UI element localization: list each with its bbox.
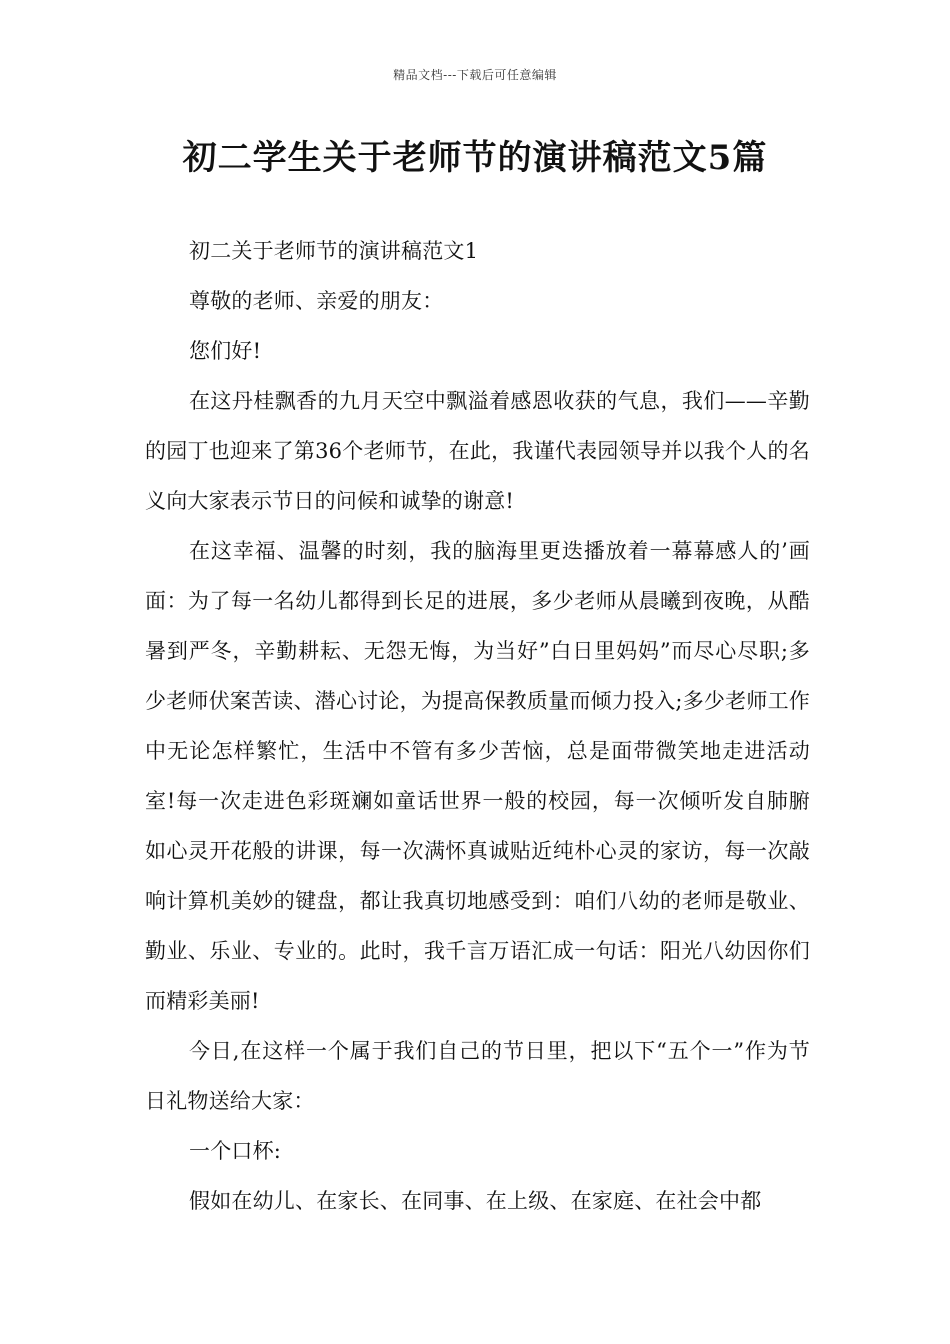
paragraph: 在这丹桂飘香的九月天空中飘溢着感恩收获的气息，我们——辛勤的园丁也迎来了第36个老师节，在此，我谨代表园领导并以我个人的名义向大家表示节日的问候和诚挚的谢意!	[145, 389, 810, 513]
paragraph: 在这幸福、温馨的时刻，我的脑海里更迭播放着一幕幕感人的’画面：为了每一名幼儿都得到长足的进展，多少老师从晨曦到夜晚，从酷暑到严冬，辛勤耕耘、无怨无悔，为当好”白日里妈妈”而尽心尽职;多少老师伏案苦读、潜心讨论，为提高保教质量而倾力投入;多少老师工作中无论怎样繁忙，生活中不管有多少苦恼，总是面带微笑地走进活动室!每一次走进色彩斑斓如童话世界一般的校园，每一次倾听发自肺腑如心灵开花般的讲课，每一次满怀真诚贴近纯朴心灵的家访，每一次敲响计算机美妙的键盘，都让我真切地感受到：咱们八幼的老师是敬业、勤业、乐业、专业的。此时，我千言万语汇成一句话：阳光八幼因你们而精彩美丽!	[145, 539, 810, 1013]
paragraph: 假如在幼儿、在家长、在同事、在上级、在家庭、在社会中都	[189, 1189, 762, 1213]
header-note: 精品文档---下载后可任意编辑	[393, 68, 557, 82]
paragraph: 一个口杯:	[189, 1139, 282, 1163]
paragraph: 今日,在这样一个属于我们自己的节日里，把以下“五个一”作为节日礼物送给大家：	[145, 1039, 810, 1113]
paragraph: 初二关于老师节的演讲稿范文1	[189, 239, 479, 263]
paragraph: 尊敬的老师、亲爱的朋友：	[189, 289, 444, 313]
document-title: 初二学生关于老师节的演讲稿范文5篇	[182, 138, 768, 178]
document-body	[145, 226, 810, 1226]
paragraph: 您们好!	[189, 339, 262, 363]
